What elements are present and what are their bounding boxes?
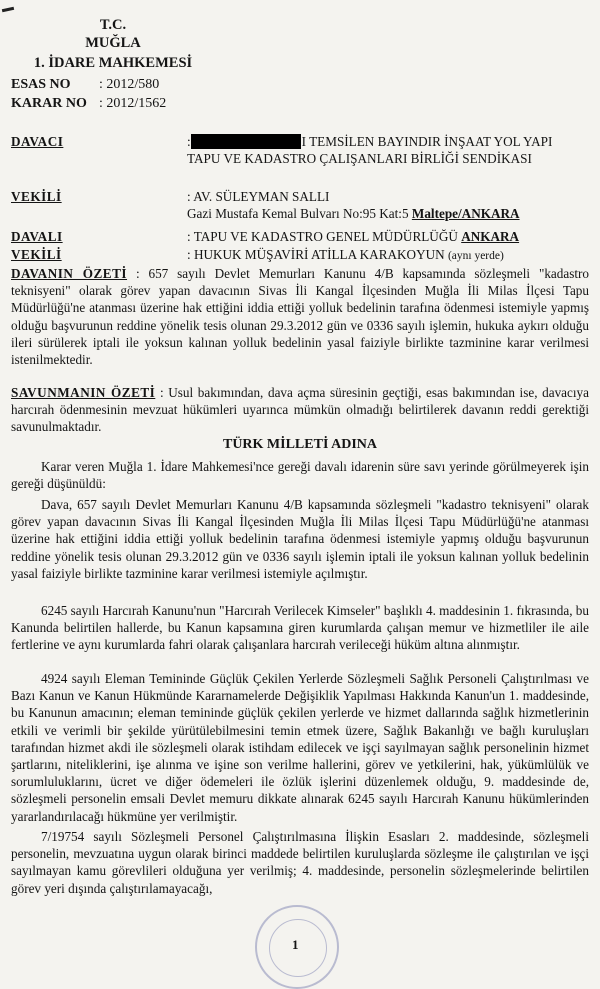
davali-vekili-label: VEKİLİ [11,247,62,262]
redaction-bar [191,134,301,149]
davaci-value-wrap [187,133,584,167]
davaci-value: I TEMSİLEN BAYINDIR İNŞAAT YOL YAPI TAPU VE KADASTRO ÇALIŞANLARI BİRLİĞİ SENDİKASI [187,134,553,166]
davali-vekili-value-wrap [187,246,584,265]
paragraph-4: 4924 sayılı Eleman Temininde Güçlük Çekilen Yerlerde Sözleşmeli Sağlık Personeli Çalıştırılması ve Bazı Kanun ve Kanun Hükmünde Kararnamelerde Değişiklik Yapılması Hakkında Kanun'un 1. maddesinde, bu Kanunun amacının; eleman temininde güçlük çekilen yerlerde ve hizmet dallarında sağlık hizmetlerinin etkili ve verimli bir şekilde yürütülebilmesini temin etmek üzere, Sağlık Bakanlığı ve bağlı kuruluşları tarafından hizmet akdi ile sözleşmeli olarak istihdam edilecek ve işçi sayılmayan sağlık personelinin hizmet şartlarını, niteliklerini, işe alınma ve işine son verilme hallerini, görev ve yetkilerini, hak, yükümlülük ve sorumluluklarını, ücret ve diğer ödemeleri ile özlük işlerini düzenlemek olduğu, 9. maddesinde de, sözleşmeli personelin emsali Devlet memuru dikkate alınarak 6245 sayılı Harcırah Kanunu hükümlerinden yararlandırılacağı hükmüne yer verilmiştir. [11,671,589,824]
paragraph-3: 6245 sayılı Harcırah Kanunu'nun "Harcırah Verilecek Kimseler" başlıklı 4. maddesinin 1. fıkrasında, bu Kanunda belirtilen hallerde, bu Kanun kapsamına giren kurumlarda çalışan memur ve hizmetliler ile aile fertlerine ve aynı kurumlarda fahri olarak çalışanlara harcırah verileceği hüküm altına alınmıştır. [11,603,589,653]
savunmanin-ozeti-label: SAVUNMANIN ÖZETİ [11,385,156,400]
savunmanin-ozeti-paragraph [11,384,589,436]
karar-value: : 2012/1562 [99,96,167,111]
karar-label: KARAR NO [11,96,87,111]
davanin-ozeti-text: : 657 sayılı Devlet Memurları Kanunu 4/B kapsamında sözleşmeli "kadastro teknisyeni" olarak görev yapan davacının Sivas İli Kangal İlçesinden Muğla İli Milas İlçesi Tapu Müdürlüğü'ne atanması üzerine hak ettiğini iddia ettiği yolluk bedelinin tarafına ödenmesi istemiyle yapmış olduğu başvurunun reddine yönelik tesis olunan 29.3.2012 gün ve 0336 sayılı işlemin, hukuka aykırı olduğu ileri sürülerek iptali ile yoksun kalınan yolluk bedelinin yasal faiziyle birlikte tazminine karar verilmesi istenilmektedir. [11,266,589,368]
paragraph-5: 7/19754 sayılı Sözleşmeli Personel Çalıştırılmasına İlişkin Esasları 2. maddesinde, sözleşmeli personelin, mevzuatına uygun olarak birinci maddede belirtilen kuruluşlarda sözleşme ile çalıştırılan ve işçi sayılmayan kamu görevlileri olduğuna yer verilmiş; 4. maddesinde, personelin sözleşmelerinde belirtilen görev yeri dışında çalıştırılamayacağı, [11,829,589,896]
vekili-label: VEKİLİ [11,189,62,204]
page-number: 1 [292,937,299,952]
esas-value: : 2012/580 [99,77,160,92]
header-court: 1. İDARE MAHKEMESİ [33,55,193,71]
davanin-ozeti-label: DAVANIN ÖZETİ [11,266,128,281]
davali-vekili-value: : HUKUK MÜŞAVİRİ ATİLLA KARAKOYUN [187,247,445,262]
davali-city: ANKARA [461,229,520,244]
vekili-value: : AV. SÜLEYMAN SALLI [187,189,330,204]
davali-block [11,228,584,246]
davanin-ozeti-paragraph [11,265,589,368]
header-tc: T.C. [99,17,127,33]
paragraph-2: Dava, 657 sayılı Devlet Memurları Kanunu 4/B kapsamında sözleşmeli "kadastro teknisyeni" olarak görev yapan davacının Sivas İli Kangal İlçesinden Muğla İli Milas İlçesi Tapu Müdürlüğü'ne atanması üzerine hak ettiğini iddia ettiği yolluk bedelinin tarafına ödenmesi istemiyle yapmış olduğu başvurunun reddine yönelik tesis olunan 29.3.2012 gün ve 0336 sayılı işlemin iptali ile yoksun kalınan yolluk bedelinin yasal faiziyle birlikte tazminine karar verilmesi istemiyle açılmıştır. [11,497,589,581]
paragraph-1: Karar veren Muğla 1. İdare Mahkemesi'nce gereği davalı idarenin süre savı yerinde görülmeyerek işin gereği düşünüldü: [11,459,589,492]
vekili-address-city: Maltepe/ANKARA [411,206,520,221]
corner-mark [2,7,14,12]
header-city: MUĞLA [85,35,141,51]
vekili-block [11,188,584,224]
esas-label: ESAS NO [11,77,71,92]
savunmanin-ozeti-text: : Usul bakımından, dava açma süresinin geçtiği, esas bakımından ise, davacıya harcırah ödenmesinin mevzuat hükümleri uyarınca mümkün olmadığı belirtilerek davanın reddi gerektiği savunulmaktadır. [11,385,589,435]
davaci-label: DAVACI [11,134,64,149]
davali-value: : TAPU VE KADASTRO GENEL MÜDÜRLÜĞÜ [187,229,458,244]
davali-vekili-block [11,246,584,264]
vekili-value-wrap [187,188,584,222]
davaci-block [11,133,584,185]
section-heading: TÜRK MİLLETİ ADINA [222,437,378,452]
karar-row [11,96,166,112]
esas-row [11,77,159,93]
davali-vekili-note: (aynı yerde) [447,250,504,262]
colon: : [187,134,191,149]
davali-value-wrap [187,228,584,245]
davali-label: DAVALI [11,229,63,244]
vekili-address: Gazi Mustafa Kemal Bulvarı No:95 Kat:5 [187,206,409,221]
